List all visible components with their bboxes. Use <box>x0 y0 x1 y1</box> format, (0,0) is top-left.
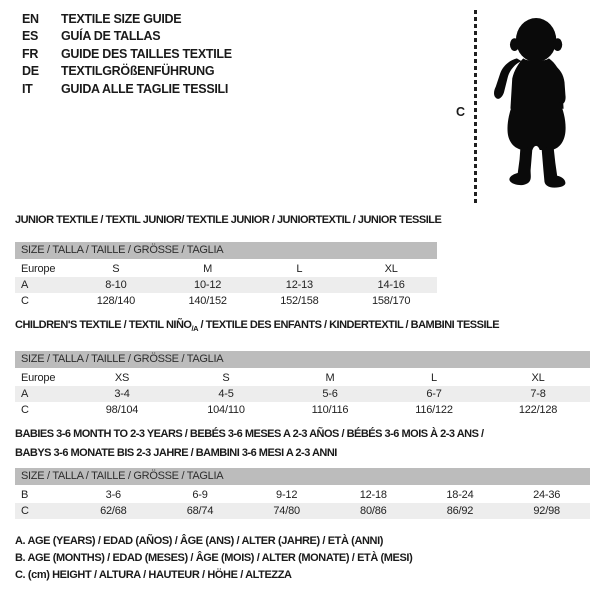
language-code: FR <box>22 46 39 61</box>
table-cell: 5-6 <box>322 388 338 401</box>
table-cell: 86/92 <box>446 505 474 517</box>
table-row-europe <box>15 370 590 386</box>
junior-size-header-bar: SIZE / TALLA / TAILLE / GRÖSSE / TAGLIA <box>15 242 437 259</box>
junior-size-table <box>15 261 437 309</box>
row-label: Europe <box>21 263 56 275</box>
babies-size-header-bar: SIZE / TALLA / TAILLE / GRÖSSE / TAGLIA <box>15 468 590 485</box>
table-cell: 122/128 <box>518 404 558 417</box>
table-cell: M <box>203 263 213 275</box>
row-label: Europe <box>21 372 56 385</box>
table-cell: 7-8 <box>530 388 546 401</box>
table-cell: XL <box>384 263 398 275</box>
table-cell: 80/86 <box>360 505 387 517</box>
table-cell: 4-5 <box>218 388 234 401</box>
children-size-table <box>15 370 590 418</box>
table-row-age <box>15 277 437 293</box>
baby-silhouette-icon <box>482 5 592 208</box>
table-cell: S <box>222 372 230 385</box>
table-cell: L <box>431 372 437 385</box>
babies-title-line1: BABIES 3-6 MONTH TO 2-3 YEARS / BEBÉS 3-6 MESES A 2-3 AÑOS / BÉBÉS 3-6 MOIS À 2-3 ANS / <box>15 428 484 440</box>
table-cell: 140/152 <box>188 295 227 307</box>
babies-size-section <box>15 425 590 519</box>
babies-size-table <box>15 487 590 519</box>
table-cell: 14-16 <box>377 279 405 291</box>
table-cell: 152/158 <box>280 295 319 307</box>
language-row-it <box>22 81 232 98</box>
table-cell: 3-6 <box>105 489 121 501</box>
table-row-height <box>15 293 437 309</box>
table-row-europe <box>15 261 437 277</box>
row-label: C <box>21 505 29 517</box>
children-title-subscript: /A <box>191 324 198 334</box>
children-title-part2: / TEXTILE DES ENFANTS / KINDERTEXTIL / BAMBINI TESSILE <box>197 319 500 331</box>
table-cell: 128/140 <box>96 295 136 307</box>
children-title-part1: CHILDREN'S TEXTILE / TEXTIL NIÑO <box>15 319 192 331</box>
language-title-list <box>22 11 232 98</box>
babies-title-line2: BABYS 3-6 MONATE BIS 2-3 JAHRE / BAMBINI 3-6 MESI A 2-3 ANNI <box>15 447 337 459</box>
language-title: GUIDE DES TAILLES TEXTILE <box>61 46 232 61</box>
language-code: DE <box>22 64 39 79</box>
table-cell: S <box>112 263 120 275</box>
row-label: C <box>21 295 29 307</box>
legend-line-b: B. AGE (MONTHS) / EDAD (MESES) / ÂGE (MOIS) / ALTER (MONATE) / ETÀ (MESI) <box>15 552 413 565</box>
table-row-height <box>15 402 590 418</box>
language-title: GUIDA ALLE TAGLIE TESSILI <box>61 81 229 96</box>
table-cell: 24-36 <box>533 489 561 501</box>
table-cell: 74/80 <box>273 505 300 517</box>
junior-section-title: JUNIOR TEXTILE / TEXTIL JUNIOR/ TEXTILE JUNIOR / JUNIORTEXTIL / JUNIOR TESSILE <box>15 214 442 226</box>
language-title: TEXTILGRÖßENFÜHRUNG <box>61 64 215 79</box>
table-cell: 10-12 <box>194 279 222 291</box>
language-row-fr <box>22 46 232 63</box>
table-row-age-months <box>15 487 590 503</box>
table-cell: 110/116 <box>311 404 349 417</box>
table-cell: L <box>296 263 303 275</box>
table-cell: 9-12 <box>276 489 298 501</box>
babies-section-title <box>15 425 590 463</box>
legend-line-a: A. AGE (YEARS) / EDAD (AÑOS) / ÂGE (ANS) / ALTER (JAHRE) / ETÀ (ANNI) <box>15 535 383 547</box>
row-label: A <box>21 279 29 291</box>
table-cell: 8-10 <box>105 279 127 291</box>
language-code: ES <box>22 29 39 44</box>
table-cell: XL <box>531 372 545 385</box>
table-cell: 12-18 <box>359 489 387 501</box>
table-cell: 92/98 <box>533 505 560 517</box>
table-cell: XS <box>114 372 130 385</box>
language-code: EN <box>22 12 39 26</box>
height-measure-label: C <box>456 105 466 119</box>
table-cell: 68/74 <box>186 505 214 517</box>
table-cell: 116/122 <box>415 404 453 417</box>
children-size-section <box>15 318 590 418</box>
table-cell: 12-13 <box>285 279 313 291</box>
row-label: B <box>21 489 29 501</box>
table-cell: 158/170 <box>371 295 411 307</box>
table-cell: 62/68 <box>100 505 127 517</box>
language-row-es <box>22 28 232 45</box>
children-section-title <box>15 318 590 336</box>
table-row-height <box>15 503 590 519</box>
legend-line-c: C. (cm) HEIGHT / ALTURA / HAUTEUR / HÖHE / ALTEZZA <box>15 569 292 582</box>
junior-size-section <box>15 213 442 309</box>
language-title: GUÍA DE TALLAS <box>61 29 161 44</box>
row-label: C <box>21 404 29 417</box>
baby-height-figure <box>456 5 592 211</box>
table-cell: 98/104 <box>105 404 139 417</box>
table-row-age <box>15 386 590 402</box>
children-size-header-bar: SIZE / TALLA / TAILLE / GRÖSSE / TAGLIA <box>15 351 590 368</box>
table-cell: 18-24 <box>446 489 474 501</box>
language-row-en <box>22 11 232 28</box>
language-row-de <box>22 63 232 80</box>
table-cell: 6-9 <box>192 489 208 501</box>
table-cell: 104/110 <box>207 404 245 417</box>
height-measure-dashed-line <box>474 10 477 206</box>
row-label: A <box>21 388 29 401</box>
table-cell: M <box>325 372 335 385</box>
measurement-legend <box>15 533 412 585</box>
table-cell: 6-7 <box>426 388 442 401</box>
language-code: IT <box>22 81 33 96</box>
table-cell: 3-4 <box>114 388 130 401</box>
language-title: TEXTILE SIZE GUIDE <box>61 12 182 26</box>
